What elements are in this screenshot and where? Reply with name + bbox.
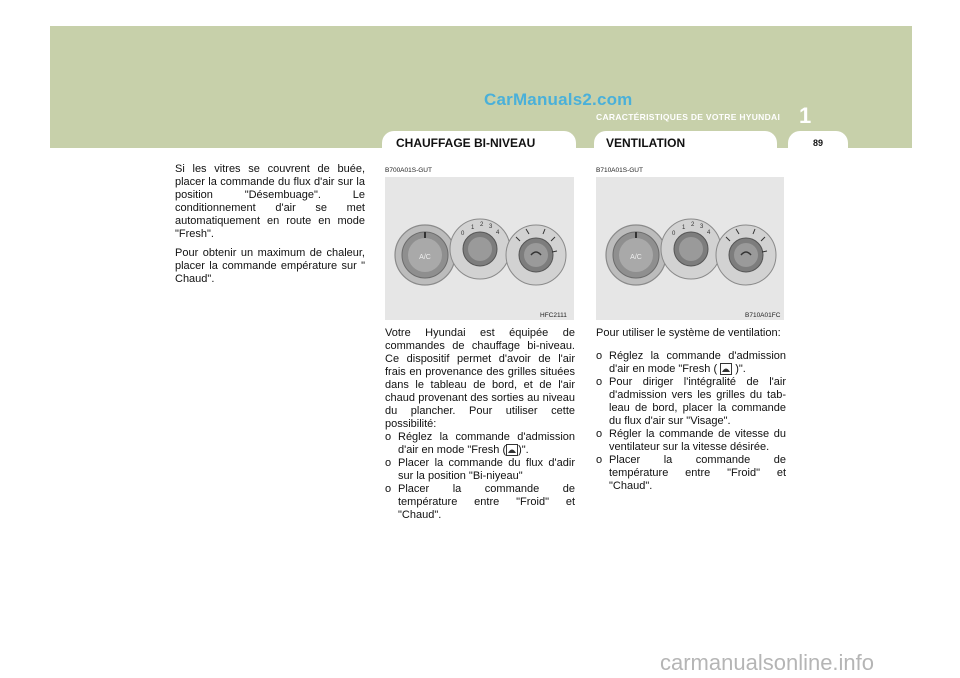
column-2-text [385,327,575,522]
list-bullet: o [385,457,392,469]
svg-text:3: 3 [489,224,493,230]
fan-speed-knob [661,219,721,279]
chapter-title: CARACTÉRISTIQUES DE VOTRE HYUNDAI [596,112,781,122]
figure-ventilation-controls [596,177,784,320]
paragraph-max-heat: Pour obtenir un maximum de chaleur, placer la commande empérature sur " Chaud". [175,247,365,285]
ventilation-intro: Pour utiliser le système de ventilation: [596,327,781,339]
fresh-air-icon [506,444,518,456]
list-item: o Régler la commande de vitesse du ventilateur sur la vitesse désirée. [596,428,786,453]
svg-text:2: 2 [480,222,484,228]
paragraph-defog: Si les vitres se couvrent de buée, placer la commande du flux d'air sur la position "Désembuage". Le conditionnement d'air se met automatiquement en route en mode "Fresh". [175,163,365,240]
list-item: o Réglez la commande d'admission d'air en mode "Fresh ( )". [385,431,575,456]
list-bullet: o [596,454,603,466]
section-code-ventilation: B710A01S-GUT [596,167,643,174]
svg-text:A/C: A/C [419,254,431,261]
airflow-mode-knob [506,225,566,285]
list-bullet: o [596,376,603,388]
list-item: o Placer la commande de température entre "Froid" et "Chaud". [385,483,575,521]
figure-code-ventilation: B710A01FC [745,312,781,319]
figure-code-bi-level: HFC2111 [540,312,567,319]
svg-text:3: 3 [700,224,704,230]
air-intake-knob [606,225,666,285]
list-item: o Pour diriger l'intégralité de l'air d'admission vers les grilles du tab- leau de bord, placer la commande du flux d'air sur "Visage". [596,376,786,427]
page-number: 89 [788,131,848,155]
svg-text:4: 4 [707,230,711,236]
list-item: o Placer la commande du flux d'adir sur la position "Bi-niyeau" [385,457,575,482]
section-tab-bi-level-heating: CHAUFFAGE BI-NIVEAU [382,131,576,155]
fresh-air-icon [720,363,732,375]
column-3-text [596,327,786,493]
watermark-bottom[interactable]: carmanualsonline.info [660,650,875,675]
section-tab-ventilation: VENTILATION [594,131,777,155]
air-intake-knob [395,225,455,285]
svg-text:0: 0 [672,231,676,237]
column-1-text [175,163,365,292]
list-bullet: o [596,350,603,362]
section-code-bi-level: B700A01S-GUT [385,167,432,174]
list-item: o Réglez la commande d'admission d'air en mode "Fresh ( )". [596,350,786,375]
svg-text:0: 0 [461,231,465,237]
list-bullet: o [596,428,603,440]
svg-text:1: 1 [682,225,686,231]
svg-text:4: 4 [496,230,500,236]
header-band [50,26,912,148]
bi-level-intro: Votre Hyundai est équipée de commandes de chauffage bi-niveau. Ce dispositif permet d'avoir de l'air frais en provenance des grilles situées dans le tableau de bord, et de l'air chaud provenant des sorties au niveau du plancher. Pour utiliser cette possibilité: [385,327,575,430]
svg-text:A/C: A/C [630,254,642,261]
airflow-mode-knob [716,225,776,285]
figure-bi-level-controls [385,177,574,320]
ventilation-steps [596,350,786,493]
climate-control-panel-illustration [385,177,574,320]
ventilation-panel-illustration [596,177,784,320]
svg-text:2: 2 [691,222,695,228]
list-bullet: o [385,483,392,495]
fan-speed-knob [450,219,510,279]
bi-level-steps [385,431,575,522]
chapter-number: 1 [799,103,812,128]
list-item: o Placer la commande de température entre "Froid" et "Chaud". [596,454,786,492]
watermark-top[interactable]: CarManuals2.com [484,90,633,109]
list-bullet: o [385,431,392,443]
svg-text:1: 1 [471,225,475,231]
